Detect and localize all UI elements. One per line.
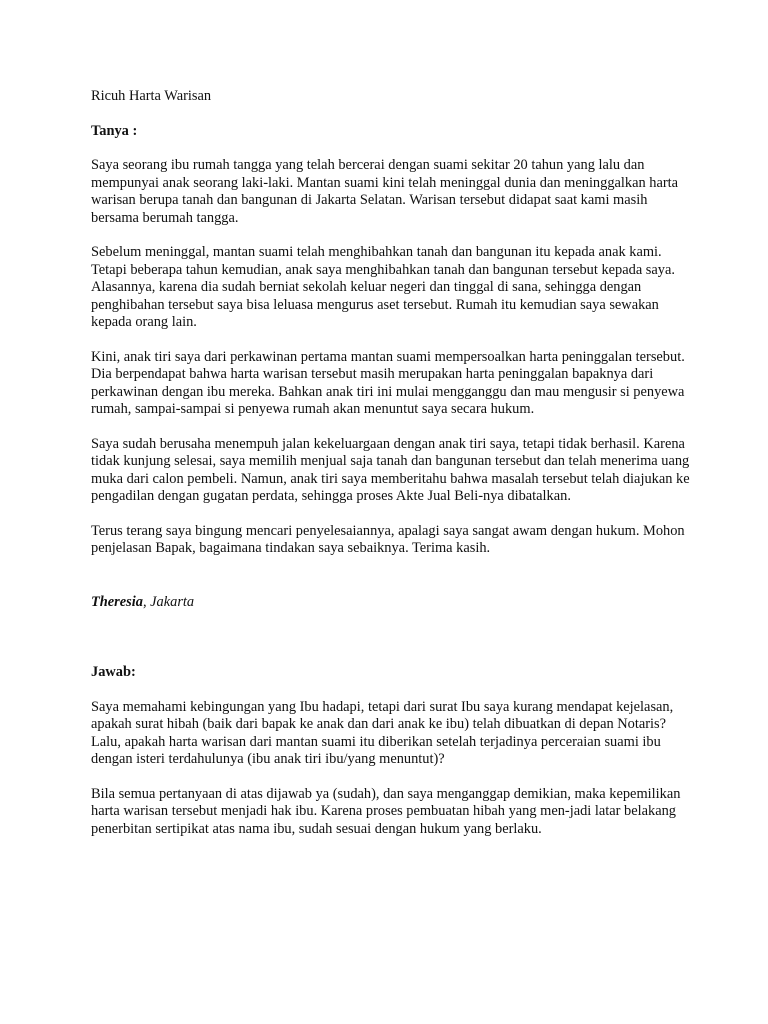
answer-paragraph-1: Saya memahami kebingungan yang Ibu hadapi, tetapi dari surat Ibu saya kurang mendapat kejelasan, apakah surat hibah (baik dari bapak ke anak dan dari anak ke ibu) telah dibuatkan di depan Notaris? Lalu, apakah harta warisan dari mantan suami itu diberikan setelah terjadinya perceraian suami ibu dengan isteri terdahulunya (ibu anak tiri ibu/yang menuntut)?	[91, 698, 674, 767]
signature-city: Jakarta	[150, 593, 195, 610]
question-paragraph-5: Terus terang saya bingung mencari penyelesaiannya, apalagi saya sangat awam dengan hukum. Mohon penjelasan Bapak, bagaimana tindakan saya sebaiknya. Terima kasih.	[91, 522, 685, 556]
answer-label: Jawab:	[91, 664, 136, 680]
document-title: Ricuh Harta Warisan	[91, 88, 212, 104]
question-paragraph-4: Saya sudah berusaha menempuh jalan kekeluargaan dengan anak tiri saya, tetapi tidak berhasil. Karena tidak kunjung selesai, saya memilih menjual saja tanah dan bangunan tersebut dan telah menerima uang muka dari calon pembeli. Namun, anak tiri saya memberitahu bahwa masalah tersebut telah diajukan ke pengadilan dengan gugatan perdata, sehingga proses Akte Jual Beli-nya dibatalkan.	[91, 435, 690, 504]
question-paragraph-2: Sebelum meninggal, mantan suami telah menghibahkan tanah dan bangunan itu kepada anak kami. Tetapi beberapa tahun kemudian, anak saya menghibahkan tanah dan bangunan tersebut kepada saya. Alasannya, karena dia sudah berniat sekolah keluar negeri dan tinggal di sana, sehingga dengan penghibahan tersebut saya bisa leluasa mengurus aset tersebut. Rumah itu kemudian saya sewakan kepada orang lain.	[91, 244, 675, 330]
document-page	[91, 88, 691, 855]
signature-line	[91, 594, 691, 612]
signature-separator: ,	[142, 593, 151, 610]
answer-paragraph-2: Bila semua pertanyaan di atas dijawab ya (sudah), dan saya menganggap demikian, maka kepemilikan harta warisan tersebut menjadi hak ibu. Karena proses pembuatan hibah yang men-jadi latar belakang penerbitan sertipikat atas nama ibu, sudah sesuai dengan hukum yang berlaku.	[91, 785, 681, 837]
question-paragraph-1: Saya seorang ibu rumah tangga yang telah bercerai dengan suami sekitar 20 tahun yang lalu dan mempunyai anak seorang laki-laki. Mantan suami kini telah meninggal dunia dan meninggalkan harta warisan berupa tanah dan bangunan di Jakarta Selatan. Warisan tersebut didapat saat kami masih bersama berumah tangga.	[91, 157, 679, 226]
question-label: Tanya :	[91, 122, 138, 139]
question-paragraph-3: Kini, anak tiri saya dari perkawinan pertama mantan suami mempersoalkan harta peninggalan tersebut. Dia berpendapat bahwa harta warisan tersebut masih merupakan harta peninggalan bapaknya dari perkawinan dengan ibu mereka. Bahkan anak tiri ini mulai mengganggu dan mau mengusir si penyewa rumah, sampai-sampai si penyewa rumah akan menuntut saya secara hukum.	[91, 348, 685, 417]
signature-name: Theresia	[91, 593, 143, 610]
